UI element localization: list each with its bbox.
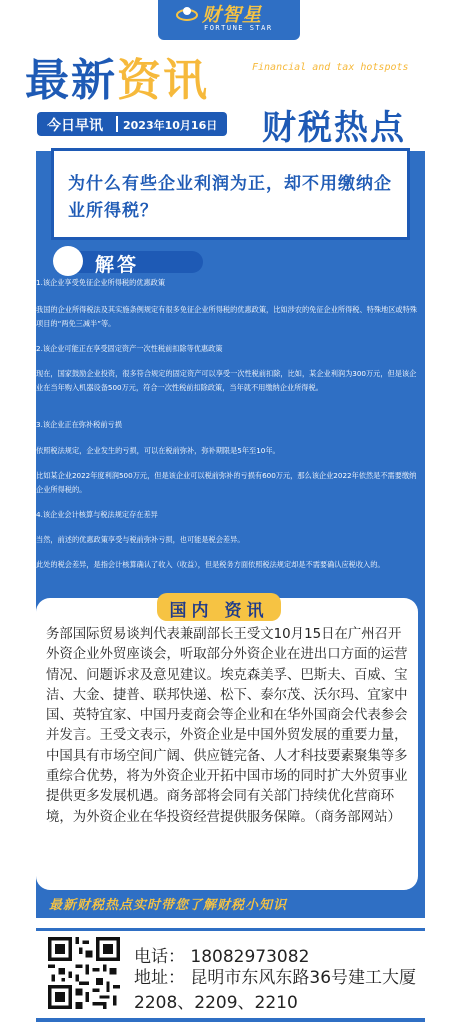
answer-point-4: 4.该企业会计核算与税法规定存在差异	[36, 510, 158, 519]
brand-name: 财智星	[202, 4, 263, 26]
answer-label: 解答	[95, 254, 140, 276]
answer-paragraph: 现在，国家鼓励企业投资，很多符合规定的固定资产可以享受一次性税前扣除，比如，某企业利润为300万元，但是该企业在当年购入机器设备500万元，符合一次性税前扣除政策，当年就不用缴纳企业所得税。	[36, 369, 417, 392]
title-part2: 资讯	[117, 55, 209, 106]
contact-address: 地址： 昆明市东风东路36号建工大厦2208、2209、2210	[134, 968, 417, 1013]
date-banner	[37, 112, 227, 136]
answer-paragraph: 我国的企业所得税法及其实施条例规定有很多免征企业所得税的优惠政策，比如涉农的免征企业所得税、特殊地区或特殊项目的“两免三减半”等。	[36, 305, 417, 328]
answer-point-3: 3.该企业正在弥补税前亏损	[36, 420, 122, 429]
brand-logo	[158, 0, 300, 40]
answer-paragraph: 此处的税会差异，是指会计核算确认了收入（收益），但是税务方面依照税法规定却是不需要确认应税收入的。	[36, 560, 385, 569]
qr-code-icon[interactable]	[48, 937, 120, 1009]
bottom-divider	[36, 1018, 425, 1022]
answer-paragraph: 比如某企业2022年度利润500万元，但是该企业可以税前弥补的亏损有600万元，那么该企业2022年依然是不需要缴纳企业所得税的。	[36, 471, 417, 494]
brand-name-en: FORTUNE STAR	[204, 24, 273, 32]
page-subtitle: 财税热点	[262, 108, 406, 148]
contact-phone: 电话： 18082973082	[134, 947, 310, 967]
star-logo-icon	[176, 4, 198, 22]
answer-point-1: 1.该企业享受免征企业所得税的优惠政策	[36, 278, 166, 287]
news-tag	[157, 593, 281, 621]
circle-icon	[53, 246, 83, 276]
slogan: 最新财税热点实时带您了解财税小知识	[49, 898, 288, 913]
news-text: 务部国际贸易谈判代表兼副部长王受文10月15日在广州召开外资企业外贸座谈会，听取部分外资企业在进出口方面的运营情况、问题诉求及意见建议。埃克森美孚、巴斯夫、百威、宝洁、大金、捷普、联邦快递、松下、泰尔茂、沃尔玛、宜家中国、英特宜家、中国丹麦商会等企业和在华外国商会代表参会并发言。王受文表示，外资企业是中国外贸发展的重要力量，中国具有市场空间广阔、供应链完备、人才科技要素聚集等多重综合优势，将为外资企业开拓中国市场的同时扩大外贸事业提供更多发展机遇。商务部将会同有关部门持续优化营商环境，为外资企业在华投资经营提供服务保障。（商务部网站）	[46, 627, 408, 825]
title-part1: 最新	[25, 55, 117, 106]
title-english: Financial and tax hotspots	[252, 62, 409, 73]
date-label: 今日早讯	[47, 118, 103, 134]
page-title	[25, 44, 209, 108]
date-value: 2023年10月16日	[123, 119, 218, 132]
question-text: 为什么有些企业利润为正，却不用缴纳企业所得税？	[68, 174, 392, 221]
news-tag-label: 国内 资讯	[169, 601, 269, 621]
answer-paragraph: 依照税法规定，企业发生的亏损，可以在税前弥补，弥补期限是5年至10年。	[36, 446, 280, 455]
answer-paragraph: 当然，前述的优惠政策享受与税前弥补亏损，也可能是税会差异。	[36, 535, 245, 544]
answer-heading	[53, 246, 203, 278]
question-card	[51, 148, 410, 240]
answer-point-2: 2.该企业可能正在享受固定资产一次性税前扣除等优惠政策	[36, 344, 223, 353]
